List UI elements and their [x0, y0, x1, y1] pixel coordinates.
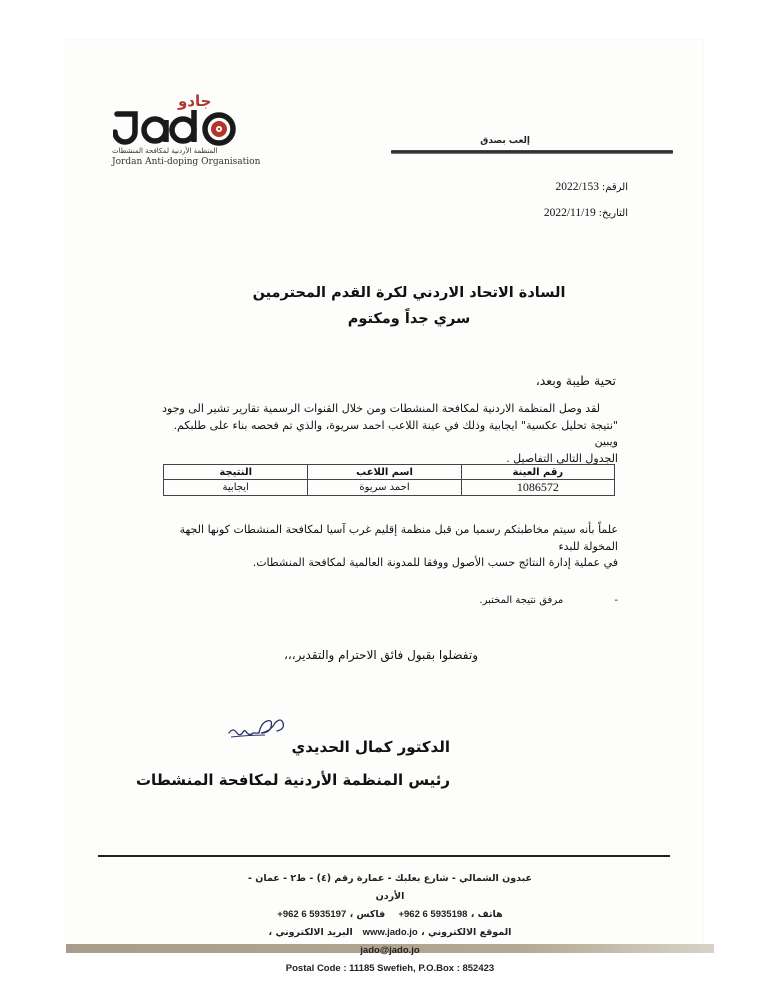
date-label: التاريخ: [598, 208, 628, 219]
cell-player-name: احمد سريوة [308, 480, 461, 496]
paragraph-2-line: علماً بأنه سيتم مخاطبتكم رسميا من قبل منظمة إقليم غرب آسيا لمكافحة المنشطات كونها الجهة المخولة للبدء [179, 523, 618, 553]
footer-contact [240, 870, 540, 978]
motto: إلعب بصدق [480, 136, 530, 146]
attachment-text: مرفق نتيجة المختبر. [479, 595, 564, 606]
reference-line [556, 181, 628, 193]
closing: وتفضلوا بقبول فائق الاحترام والتقدير،،، [283, 648, 478, 662]
addressee: السادة الاتحاد الاردني لكرة القدم المحترمين [252, 285, 566, 301]
footer-web [240, 924, 540, 960]
footer-address: عبدون الشمالي - شارع بعلبك - عمارة رقم (٤) - ط٢ - عمان - الأردن [248, 873, 532, 902]
org-name-arabic: المنظمة الأردنية لمكافحة المنشطات [112, 147, 218, 155]
reference-label: الرقم: [601, 182, 628, 193]
signature [225, 713, 295, 745]
footer-postal: Postal Code : 11185 Swefieh, P.O.Box : 852423 [285, 963, 495, 974]
signer-title: رئيس المنظمة الأردنية لمكافحة المنشطات [135, 771, 450, 789]
paragraph-2-line: في عملية إدارة النتائج حسب الأصول ووفقا للمدونة العالمية لمكافحة المنشطات. [252, 556, 618, 569]
header-player-name: اسم اللاعب [308, 465, 461, 480]
paragraph-1-line: "نتيجة تحليل عكسية" ايجابية وذلك في عينة اللاعب احمد سريوة، والذي تم فحصه بناء على طلبكم. ويبين [173, 418, 618, 448]
date-value: 2022/11/19 [543, 207, 596, 219]
greeting: تحية طيبة وبعد، [535, 373, 616, 388]
fax-number: +962 6 5935197 [277, 909, 347, 920]
results-table [163, 464, 615, 496]
classification: سري جداً ومكتوم [347, 311, 471, 327]
footer-phones [240, 906, 540, 924]
email-label: البريد الالكتروني ، [268, 927, 353, 938]
cell-sample-number: 1086572 [461, 480, 614, 496]
date-line [544, 207, 628, 219]
phone-label: هاتف ، [470, 909, 503, 920]
footer-rule [98, 855, 670, 857]
header-sample-number: رقم العينة [461, 465, 614, 480]
org-name-english: Jordan Anti-doping Organisation [112, 157, 261, 167]
table-row [164, 480, 615, 496]
fax-label: فاكس ، [349, 909, 386, 920]
cell-result: ايجابية [164, 480, 308, 496]
header-rule [391, 150, 673, 154]
attachment-line [479, 595, 618, 606]
attachment-bullet: - [614, 595, 618, 606]
paragraph-2 [143, 522, 618, 572]
website-link[interactable]: www.jado.jo [362, 927, 418, 938]
phone-number: +962 6 5935198 [398, 909, 468, 920]
email-link[interactable]: jado@jado.jo [360, 945, 420, 956]
paragraph-1-line: الجدول التالي التفاصيل . [506, 451, 618, 465]
table-header-row [164, 465, 615, 480]
paragraph-1-line: لقد وصل المنظمة الاردنية لمكافحة المنشطات ومن خلال القنوات الرسمية تقارير تشير الى وجود [162, 402, 600, 415]
website-label: الموقع الالكتروني ، [421, 927, 512, 938]
header-result: النتيجة [164, 465, 308, 480]
signature-icon [225, 713, 295, 741]
signer-name: الدكتور كمال الحديدي [291, 738, 450, 756]
reference-number: 2022/153 [555, 181, 599, 193]
jado-logo-icon [113, 108, 241, 146]
paragraph-1 [158, 401, 618, 467]
jado-logo [113, 108, 241, 150]
logo-arabic-text: جادو [178, 92, 212, 110]
